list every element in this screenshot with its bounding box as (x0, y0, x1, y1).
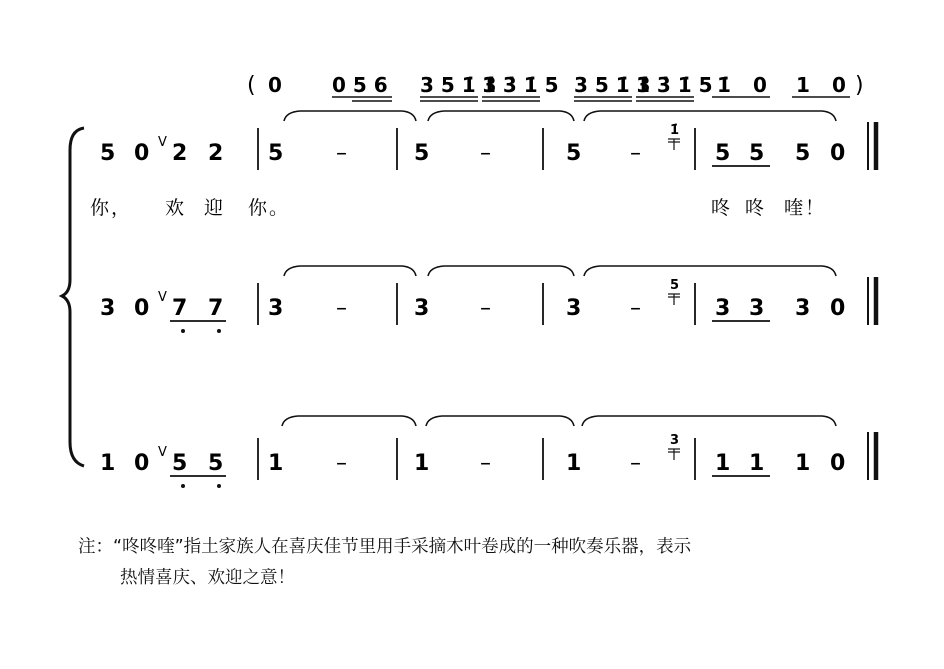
note: 5 (566, 141, 582, 166)
note: 7 (172, 296, 188, 321)
intro-underlines (332, 97, 850, 101)
note: 1 (715, 451, 731, 476)
note: 5 (749, 141, 765, 166)
dash: – (480, 451, 491, 476)
intro-close-paren: ) (855, 73, 864, 98)
note: 1 (100, 451, 116, 476)
dash: – (630, 296, 641, 321)
note: 0 (830, 296, 846, 321)
part-2-ties (284, 266, 836, 276)
lyric: 欢 (165, 197, 187, 219)
breath-mark: V (158, 135, 167, 150)
part-2-notes (100, 278, 845, 321)
intro-note: 0 5 6 (332, 73, 388, 97)
intro-note: 1̇ (717, 73, 731, 97)
note: 1 (414, 451, 430, 476)
note: 5 (795, 141, 811, 166)
part-2-low-dots (181, 329, 221, 333)
footnote-line-1: 注：“咚咚喹”指土家族人在喜庆佳节里用手采摘木叶卷成的一种吹奏乐器，表示 (78, 537, 692, 557)
lyric: 迎 (204, 197, 226, 219)
note: 3 (795, 296, 811, 321)
note: 3 (100, 296, 116, 321)
intro-note: 1̇ 3̇ 1̇ 5 (482, 73, 559, 97)
note: 5 (268, 141, 284, 166)
lyric: 喹！ (784, 197, 827, 219)
lyric: 咚 (711, 197, 733, 219)
intro-note: 0 (268, 73, 282, 97)
note: 1 (795, 451, 811, 476)
note: 5 (100, 141, 116, 166)
dash: – (480, 141, 491, 166)
intro-note: 0 (832, 73, 846, 97)
part-1-lyrics (90, 197, 826, 219)
note: 3 (715, 296, 731, 321)
note: 1 (749, 451, 765, 476)
grace-note: 5 (670, 278, 680, 293)
note: 3 (566, 296, 582, 321)
lyric: 你， (90, 197, 133, 219)
intro-note: 1̇ 3̇ 1̇ 5 (636, 73, 713, 97)
part-3-ties (282, 416, 836, 426)
note: 0 (134, 296, 150, 321)
intro-note: 3 5 1̇ 3̇ (420, 73, 497, 97)
intro-open-paren: ( (247, 73, 256, 98)
note: 3 (749, 296, 765, 321)
intro-note: 3 5 1̇ 3̇ (574, 73, 651, 97)
note: 0 (830, 141, 846, 166)
breath-mark: V (158, 445, 167, 460)
note: 5 (172, 451, 188, 476)
part-3-notes (100, 433, 845, 476)
grace-note: 3 (670, 433, 680, 448)
footnote (78, 532, 898, 594)
dash: – (336, 296, 347, 321)
intro-note: 0 (753, 73, 767, 97)
breath-mark: V (158, 290, 167, 305)
system-brace (62, 128, 84, 466)
note: 3 (414, 296, 430, 321)
note: 1 (268, 451, 284, 476)
grace-note: 1̇ (670, 123, 680, 138)
note: 0 (134, 141, 150, 166)
dash: – (336, 141, 347, 166)
part-1-notes (100, 123, 845, 166)
note: 0 (134, 451, 150, 476)
intro-note: 1 (796, 73, 810, 97)
part-3-low-dots (181, 484, 221, 488)
note: 0 (830, 451, 846, 476)
intro-line (247, 73, 864, 98)
footnote-line-2: 热情喜庆、欢迎之意！ (120, 568, 295, 588)
note: 5 (715, 141, 731, 166)
dash: – (336, 451, 347, 476)
note: 2 (172, 141, 188, 166)
lyric: 你。 (248, 197, 291, 219)
note: 3 (268, 296, 284, 321)
lyric: 咚 (745, 197, 767, 219)
dash: – (630, 141, 641, 166)
note: 7 (208, 296, 224, 321)
note: 5 (208, 451, 224, 476)
note: 1 (566, 451, 582, 476)
dash: – (630, 451, 641, 476)
note: 2 (208, 141, 224, 166)
part-1-ties (284, 111, 836, 121)
note: 5 (414, 141, 430, 166)
dash: – (480, 296, 491, 321)
